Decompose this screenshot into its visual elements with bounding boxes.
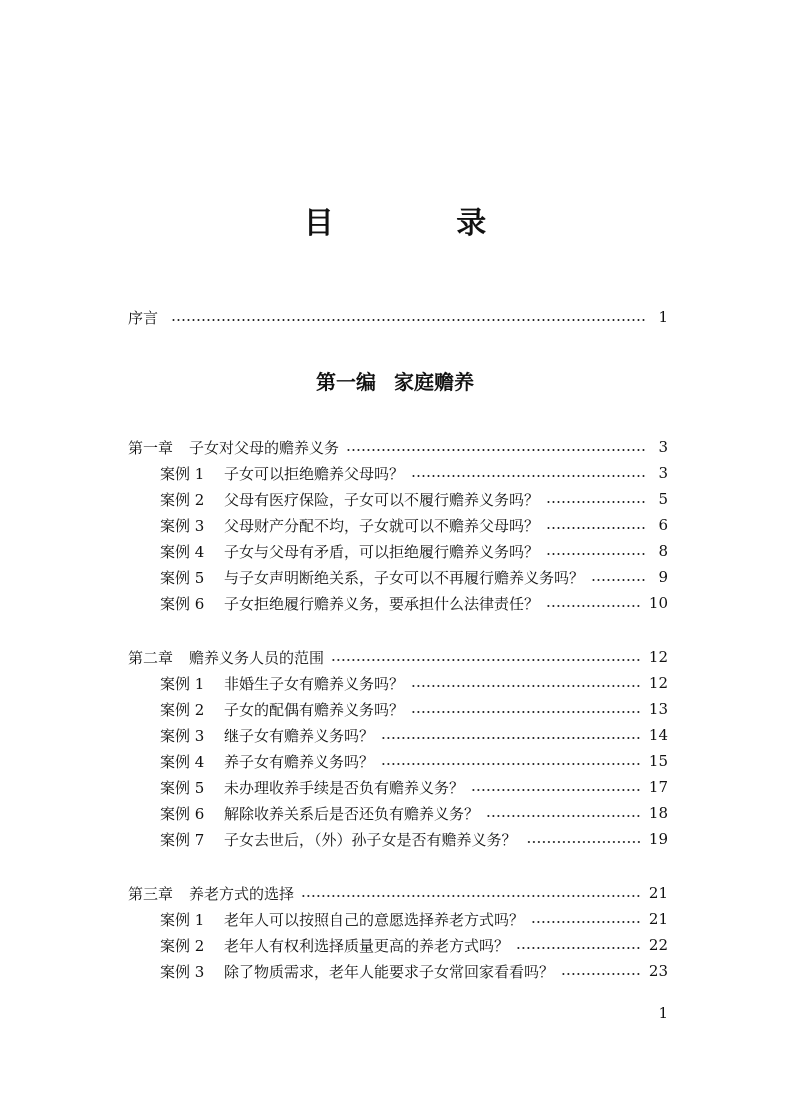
- toc-case: [160, 826, 668, 852]
- toc-page-number: 10: [648, 594, 668, 612]
- dot-leader: [472, 789, 641, 791]
- toc-case: [160, 590, 668, 616]
- dot-leader: [547, 501, 646, 503]
- toc-page-number: 14: [648, 726, 668, 744]
- toc-chapter-2: [128, 644, 668, 670]
- toc-case: [160, 564, 668, 590]
- toc-case: [160, 774, 668, 800]
- toc-page-number: 3: [658, 464, 668, 482]
- toc-case: [160, 696, 668, 722]
- case-label: 案例 2: [160, 490, 205, 509]
- dot-leader: [170, 319, 646, 321]
- dot-leader: [562, 973, 641, 975]
- case-label: 案例 3: [160, 516, 205, 535]
- toc-page-number: 9: [658, 568, 668, 586]
- toc-page-number: 17: [648, 778, 668, 796]
- case-title: 子女与父母有矛盾，可以拒绝履行赡养义务吗？: [224, 542, 540, 561]
- case-title: 父母财产分配不均，子女就可以不赡养父母吗？: [224, 516, 540, 535]
- dot-leader: [517, 947, 641, 949]
- chapter-title: 子女对父母的赡养义务: [189, 438, 340, 457]
- chapter-label: 第二章: [128, 648, 174, 667]
- toc-page-number: 23: [648, 962, 668, 980]
- toc-page-number: 18: [648, 804, 668, 822]
- case-label: 案例 7: [160, 830, 205, 849]
- toc-case: [160, 512, 668, 538]
- toc-page-number: 3: [658, 438, 668, 456]
- toc-page-number: 1: [658, 308, 668, 326]
- case-title: 子女去世后，（外）孙子女是否有赡养义务？: [224, 830, 517, 849]
- case-title: 子女拒绝履行赡养义务，要承担什么法律责任？: [224, 594, 540, 613]
- chapter-label: 第一章: [128, 438, 174, 457]
- case-title: 子女的配偶有赡养义务吗？: [224, 700, 405, 719]
- toc-case: [160, 722, 668, 748]
- toc-page-number: 21: [648, 884, 668, 902]
- chapter-title: 赡养义务人员的范围: [189, 648, 325, 667]
- case-label: 案例 3: [160, 962, 205, 981]
- case-label: 案例 4: [160, 752, 205, 771]
- toc-title: 序言: [128, 308, 159, 327]
- case-title: 与子女声明断绝关系，子女可以不再履行赡养义务吗？: [224, 568, 585, 587]
- dot-leader: [547, 527, 646, 529]
- case-title: 父母有医疗保险，子女可以不履行赡养义务吗？: [224, 490, 540, 509]
- toc-case: [160, 460, 668, 486]
- toc-page-number: 13: [648, 700, 668, 718]
- toc-case: [160, 486, 668, 512]
- toc-page-number: 22: [648, 936, 668, 954]
- dot-leader: [412, 475, 646, 477]
- toc-case: [160, 538, 668, 564]
- page-number: 1: [658, 1004, 668, 1022]
- toc-case: [160, 748, 668, 774]
- toc-case: [160, 906, 668, 932]
- case-label: 案例 1: [160, 910, 205, 929]
- toc-page-number: 12: [648, 648, 668, 666]
- dot-leader: [412, 711, 641, 713]
- case-label: 案例 2: [160, 936, 205, 955]
- toc-page-number: 8: [658, 542, 668, 560]
- case-title: 老年人可以按照自己的意愿选择养老方式吗？: [224, 910, 525, 929]
- chapter-label: 第三章: [128, 884, 174, 903]
- dot-leader: [487, 815, 641, 817]
- case-label: 案例 4: [160, 542, 205, 561]
- part-label: 第一编: [316, 370, 376, 394]
- toc-page-number: 5: [658, 490, 668, 508]
- case-label: 案例 6: [160, 594, 205, 613]
- case-title: 除了物质需求，老年人能要求子女常回家看看吗？: [224, 962, 555, 981]
- toc-case: [160, 932, 668, 958]
- case-title: 子女可以拒绝赡养父母吗？: [224, 464, 405, 483]
- part-title: 家庭赡养: [394, 370, 474, 394]
- case-label: 案例 1: [160, 674, 205, 693]
- case-title: 解除收养关系后是否还负有赡养义务？: [224, 804, 480, 823]
- part-heading: [0, 364, 790, 400]
- case-title: 非婚生子女有赡养义务吗？: [224, 674, 405, 693]
- page-title: 目 录: [303, 206, 543, 241]
- dot-leader: [347, 449, 646, 451]
- toc-page-number: 19: [648, 830, 668, 848]
- case-title: 养子女有赡养义务吗？: [224, 752, 375, 771]
- dot-leader: [547, 553, 646, 555]
- dot-leader: [592, 579, 646, 581]
- case-label: 案例 3: [160, 726, 205, 745]
- toc-page-number: 12: [648, 674, 668, 692]
- chapter-title: 养老方式的选择: [189, 884, 295, 903]
- dot-leader: [382, 737, 641, 739]
- case-title: 老年人有权利选择质量更高的养老方式吗？: [224, 936, 510, 955]
- toc-page-number: 6: [658, 516, 668, 534]
- toc-chapter-1: [128, 434, 668, 460]
- dot-leader: [547, 605, 641, 607]
- case-title: 继子女有赡养义务吗？: [224, 726, 375, 745]
- dot-leader: [382, 763, 641, 765]
- toc-chapter-3: [128, 880, 668, 906]
- dot-leader: [412, 685, 641, 687]
- toc-case: [160, 800, 668, 826]
- dot-leader: [302, 895, 641, 897]
- dot-leader: [525, 841, 641, 843]
- toc-page-number: 15: [648, 752, 668, 770]
- toc-entry-preface: [128, 304, 668, 330]
- case-label: 案例 5: [160, 778, 205, 797]
- case-label: 案例 2: [160, 700, 205, 719]
- toc-case: [160, 958, 668, 984]
- dot-leader: [532, 921, 641, 923]
- toc-page-number: 21: [648, 910, 668, 928]
- toc-case: [160, 670, 668, 696]
- case-title: 未办理收养手续是否负有赡养义务？: [224, 778, 465, 797]
- case-label: 案例 6: [160, 804, 205, 823]
- case-label: 案例 5: [160, 568, 205, 587]
- case-label: 案例 1: [160, 464, 205, 483]
- dot-leader: [332, 659, 641, 661]
